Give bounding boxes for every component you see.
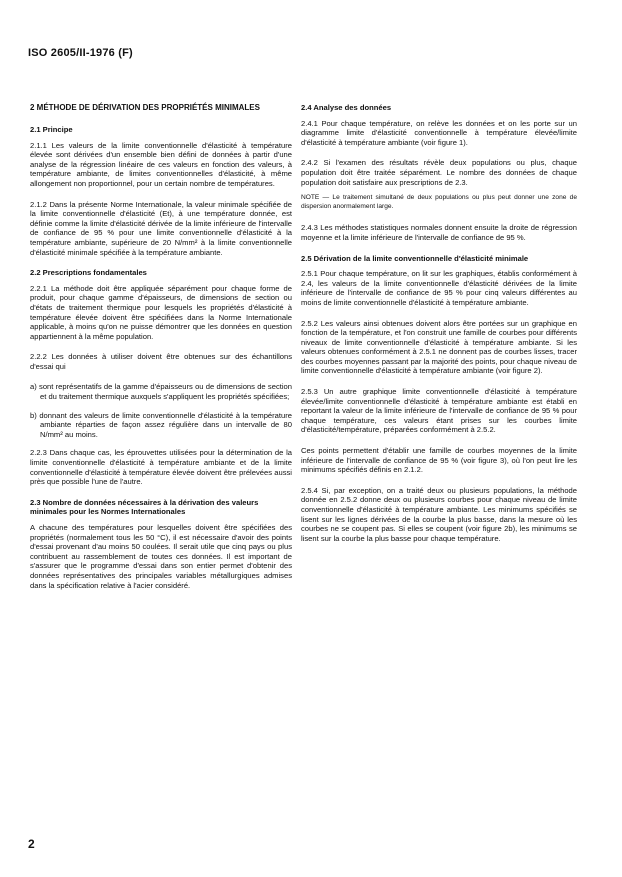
list-item-a: a) sont représentatifs de la gamme d'épaisseurs ou de dimensions de section et du traitement thermique auxquels s'appliquent les propriétés spécifiées; bbox=[30, 382, 292, 402]
paragraph-2-5-2: 2.5.2 Les valeurs ainsi obtenues doivent alors être portées sur un graphique en fonction de la température, et l'on construit une famille de courbes pour différents niveaux de limite conventionnelle d'élasticité à température ambiante. Si les valeurs obtenues conformément à 2.5.1 ne donnent pas de courbes lisses, tracer des courbes moyennes passant par la majorité des points, pour chaque niveau de limite conventionnelle d'élasticité à température ambiante (voir figure 2). bbox=[301, 318, 577, 376]
paragraph-2-2-3: 2.2.3 Dans chaque cas, les éprouvettes utilisées pour la détermination de la limite conventionnelle d'élasticité à température ambiante et de la limite conventionnelle d'élasticité à température élevée doivent être prélevées aussi près que possible l'une de l'autre. bbox=[30, 448, 292, 487]
section-2-5-title: 2.5 Dérivation de la limite conventionnelle d'élasticité minimale bbox=[301, 253, 529, 263]
paragraph-2-1-2: 2.1.2 Dans la présente Norme Internationale, la valeur minimale spécifiée de la limite conventionnelle d'élasticité (Et), à une température donnée, est définie comme la limite d'élasticité dérivée de la limite inférieure de l'intervalle de confiance de 95 % pour une limite conventionnelle d'élasticité à la température ambiante, supérieure de 20 N/mm² à la limite conventionnelle d'élasticité minimale spécifiée à la température ambiante. bbox=[30, 199, 292, 257]
paragraph-2-4-2: 2.4.2 Si l'examen des résultats révèle deux populations ou plus, chaque population doit être traitée séparément. Le nombre des données de chaque population doit satisfaire aux prescriptions de 2.3. bbox=[301, 158, 577, 187]
paragraph-2-5-3-continued: Ces points permettent d'établir une famille de courbes moyennes de la limite inférieure de l'intervalle de confiance de 95 % (voir figure 3), où l'on peut lire les minimums spécifiés définis en 2.1.2. bbox=[301, 446, 577, 475]
paragraph-2-3: A chacune des températures pour lesquelles doivent être spécifiées des propriétés (normalement tous les 50 °C), il est nécessaire d'avoir des points d'essai provenant d'au moins 50 coulées. Il serait utile que cinq pays ou plus contribuent au rassemblement de toutes ces données. Il est important de s'assurer que le programme d'essai dans son entier permet d'obtenir des données représentatives des principales variables métallurgiques admises dans la spécification relative à l'acier considéré. bbox=[30, 523, 292, 590]
paragraph-2-5-3: 2.5.3 Un autre graphique limite conventionnelle d'élasticité à température élevée/limite conventionnelle d'élasticité à température ambiante est établi en reportant la valeur de la limite inférieure de l'intervalle de confiance de 95 % pour chaque température, ces valeurs étant prises sur les courbes limite d'élasticité/température, préparées conformément à 2.5.2. bbox=[301, 387, 577, 435]
paragraph-2-2-2: 2.2.2 Les données à utiliser doivent être obtenues sur des échantillons d'essai qui bbox=[30, 352, 292, 371]
section-2-4-title: 2.4 Analyse des données bbox=[301, 103, 392, 112]
section-2-2-title: 2.2 Prescriptions fondamentales bbox=[30, 268, 147, 278]
page-number: 2 bbox=[28, 837, 35, 851]
left-column bbox=[30, 103, 292, 601]
paragraph-2-1-1: 2.1.1 Les valeurs de la limite conventionnelle d'élasticité à température élevée sont dérivées d'un ensemble bien défini de données à partir d'une analyse de la régression linéaire de ces valeurs en fonction des valeurs, à température ambiante, de limites conventionnelles d'élasticité, à même allongement non proportionnel, pour un certain nombre de températures. bbox=[30, 140, 292, 188]
paragraph-2-5-4: 2.5.4 Si, par exception, on a traité deux ou plusieurs populations, la méthode donnée en 2.5.2 donne deux ou plusieurs courbes pour chaque niveau de limite conventionnelle d'élasticité à température ambiante. Les minimums spécifiés se lisent sur les lignes dérivées de la courbe la plus basse, dans la mesure où les courbes ne se coupent pas. Si elles se coupent (voir figure 2b), les minimums se lisent sur la courbe la plus basse pour chaque température. bbox=[301, 485, 577, 543]
document-header: ISO 2605/II-1976 (F) bbox=[28, 47, 133, 59]
list-item-b: b) donnant des valeurs de limite conventionnelle d'élasticité à la température ambiante réparties de façon assez régulière dans un intervalle de 80 N/mm² au moins. bbox=[30, 410, 292, 439]
section-2-1-title: 2.1 Principe bbox=[30, 125, 73, 134]
section-2-title: 2 MÉTHODE DE DÉRIVATION DES PROPRIÉTÉS MINIMALES bbox=[30, 103, 260, 112]
paragraph-2-5-1: 2.5.1 Pour chaque température, on lit sur les graphiques, établis conformément à 2.4, les valeurs de la limite conventionnelle d'élasticité dérivées de la limite inférieure de l'intervalle de confiance de 95 % pour cinq valeurs différentes au moins de limite conventionnelle d'élasticité à température ambiante. bbox=[301, 269, 577, 307]
paragraph-2-4-1: 2.4.1 Pour chaque température, on relève les données et on les porte sur un diagramme limite d'élasticité conventionnelle à température élevée/limite d'élasticité à température ambiante (voir figure 1). bbox=[301, 118, 577, 147]
paragraph-2-2-1: 2.2.1 La méthode doit être appliquée séparément pour chaque forme de produit, pour chaque gamme d'épaisseurs, de dimensions de section ou d'états de traitement thermique pour lesquels les propriétés d'élasticité à température élevée doivent être spécifiées dans la Norme Internationale applicable, à moins qu'on ne puisse démontrer que les données en question appartiennent à la même population. bbox=[30, 283, 292, 341]
right-column bbox=[301, 103, 577, 554]
note: NOTE — Le traitement simultané de deux populations ou plus peut donner une zone de dispersion anormalement large. bbox=[301, 194, 577, 210]
paragraph-2-4-3: 2.4.3 Les méthodes statistiques normales donnent ensuite la droite de régression moyenne et la limite inférieure de l'intervalle de confiance de 95 %. bbox=[301, 223, 577, 242]
section-2-3-title: 2.3 Nombre de données nécessaires à la dérivation des valeurs minimales pour les Normes Internationales bbox=[30, 497, 259, 517]
